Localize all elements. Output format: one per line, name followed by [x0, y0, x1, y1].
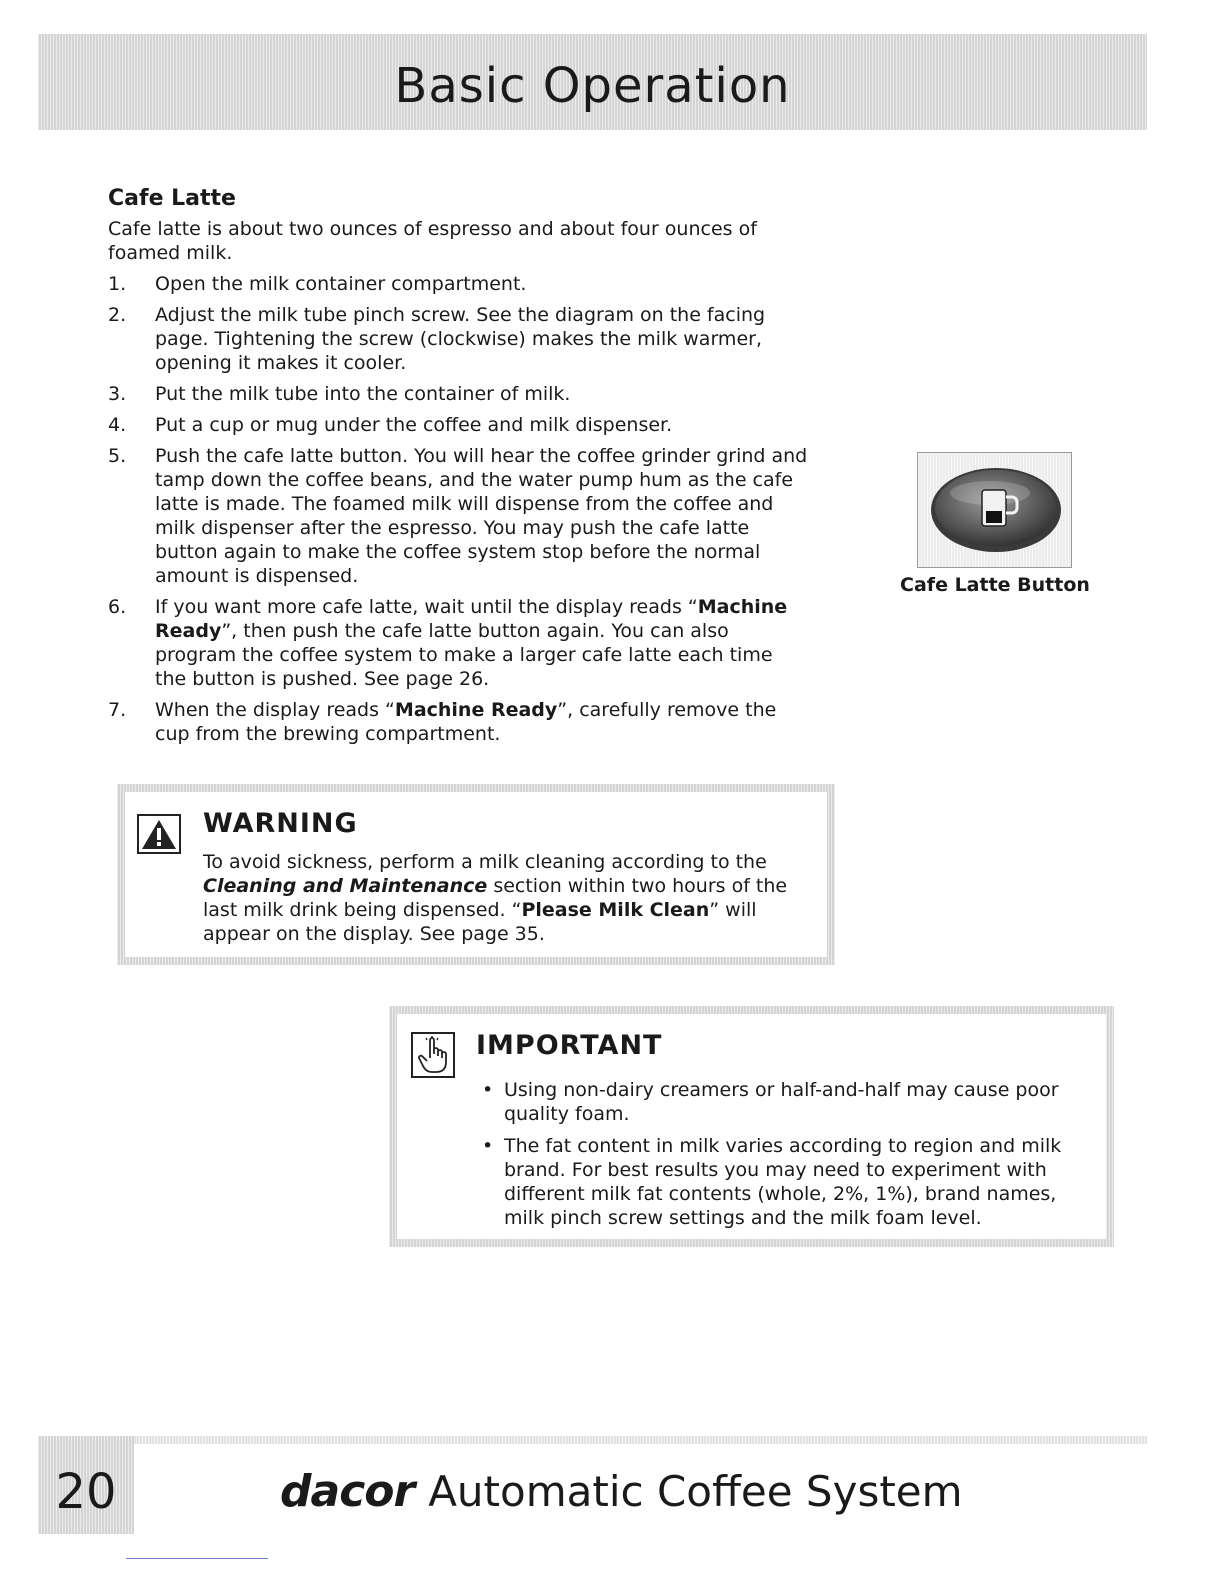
important-item-text: Using non-dairy creamers or half-and-half may cause poor quality foam.	[504, 1079, 1059, 1125]
display-message: Machine Ready	[155, 596, 788, 642]
step-text: Push the cafe latte button. You will hear the coffee grinder grind and tamp down the coffee beans, and the water pump hum as the cafe latte is made. The foamed milk will dispense from the coffee and milk dispenser after the espresso. You may push the cafe latte button again to make the coffee system stop before the normal amount is dispensed.	[155, 445, 808, 587]
bottom-divider	[126, 1558, 268, 1559]
important-inner	[397, 1014, 1106, 1239]
display-message: Machine Ready	[394, 699, 558, 721]
figure-caption: Cafe Latte Button	[900, 574, 1090, 596]
step-text-part: When the display reads “	[155, 699, 395, 721]
step-number: 1.	[108, 273, 127, 295]
step-text: Open the milk container compartment.	[155, 273, 527, 295]
bullet: •	[482, 1079, 494, 1101]
button-photo-frame	[917, 452, 1072, 568]
step-text: Adjust the milk tube pinch screw. See the diagram on the facing page. Tightening the screw (clockwise) makes the milk warmer, opening it makes it cooler.	[155, 304, 766, 374]
warning-text	[203, 850, 823, 946]
pointing-hand-icon	[411, 1032, 455, 1078]
important-box	[389, 1006, 1114, 1247]
cafe-latte-button-icon	[918, 453, 1071, 567]
intro-paragraph: Cafe latte is about two ounces of espresso and about four ounces of foamed milk.	[108, 218, 757, 264]
step-number: 5.	[108, 445, 127, 467]
list-item	[476, 1134, 1096, 1230]
product-name: Automatic Coffee System	[428, 1467, 963, 1516]
page-title: Basic Operation	[394, 58, 791, 114]
step-text	[155, 698, 808, 746]
footer-title	[280, 1466, 963, 1517]
warning-text-part: section within two hours of the last milk drink being dispensed. “	[203, 875, 788, 921]
step-text-part: If you want more cafe latte, wait until the display reads “	[155, 596, 698, 618]
cafe-latte-button-figure	[917, 452, 1072, 568]
warning-title: WARNING	[203, 808, 358, 839]
step-number: 3.	[108, 383, 127, 405]
step-text-part: ”, carefully remove the cup from the brewing compartment.	[155, 699, 777, 745]
step-number: 7.	[108, 699, 127, 721]
step-number: 2.	[108, 304, 127, 326]
warning-box	[117, 784, 835, 965]
important-title: IMPORTANT	[476, 1030, 663, 1061]
brand-logo: dacor	[280, 1466, 415, 1517]
list-item	[108, 595, 808, 691]
page-number: 20	[55, 1464, 117, 1520]
list-item	[108, 413, 808, 437]
step-text: Put the milk tube into the container of milk.	[155, 383, 571, 405]
step-text: Put a cup or mug under the coffee and milk dispenser.	[155, 414, 673, 436]
main-content	[108, 186, 808, 753]
list-item	[108, 303, 808, 375]
list-item	[108, 444, 808, 588]
display-message: Please Milk Clean	[521, 899, 710, 921]
warning-triangle-icon	[137, 814, 181, 854]
warning-inner	[125, 792, 827, 957]
step-number: 4.	[108, 414, 127, 436]
list-item	[476, 1078, 1096, 1126]
list-item	[108, 698, 808, 746]
warning-text-part: To avoid sickness, perform a milk cleaning according to the	[203, 851, 767, 873]
list-item	[108, 272, 808, 296]
step-number: 6.	[108, 596, 127, 618]
section-heading: Cafe Latte	[108, 186, 236, 211]
list-item	[108, 382, 808, 406]
warning-text-part: ” will appear on the display. See page 35.	[203, 899, 757, 945]
bullet: •	[482, 1135, 494, 1157]
cleaning-section-reference: Cleaning and Maintenance	[203, 875, 488, 897]
step-text-part: ”, then push the cafe latte button again. You can also program the coffee system to make a larger cafe latte each time the button is pushed. See page 26.	[155, 620, 773, 690]
important-item-text: The fat content in milk varies according to region and milk brand. For best results you may need to experiment with different milk fat contents (whole, 2%, 1%), brand names, milk pinch screw settings and the milk foam level.	[504, 1135, 1062, 1229]
page-header-bar	[38, 34, 1147, 130]
steps-list	[108, 272, 808, 746]
footer-rule	[130, 1436, 1147, 1444]
step-text	[155, 595, 808, 691]
important-list	[476, 1078, 1096, 1238]
page-number-box	[38, 1436, 134, 1534]
